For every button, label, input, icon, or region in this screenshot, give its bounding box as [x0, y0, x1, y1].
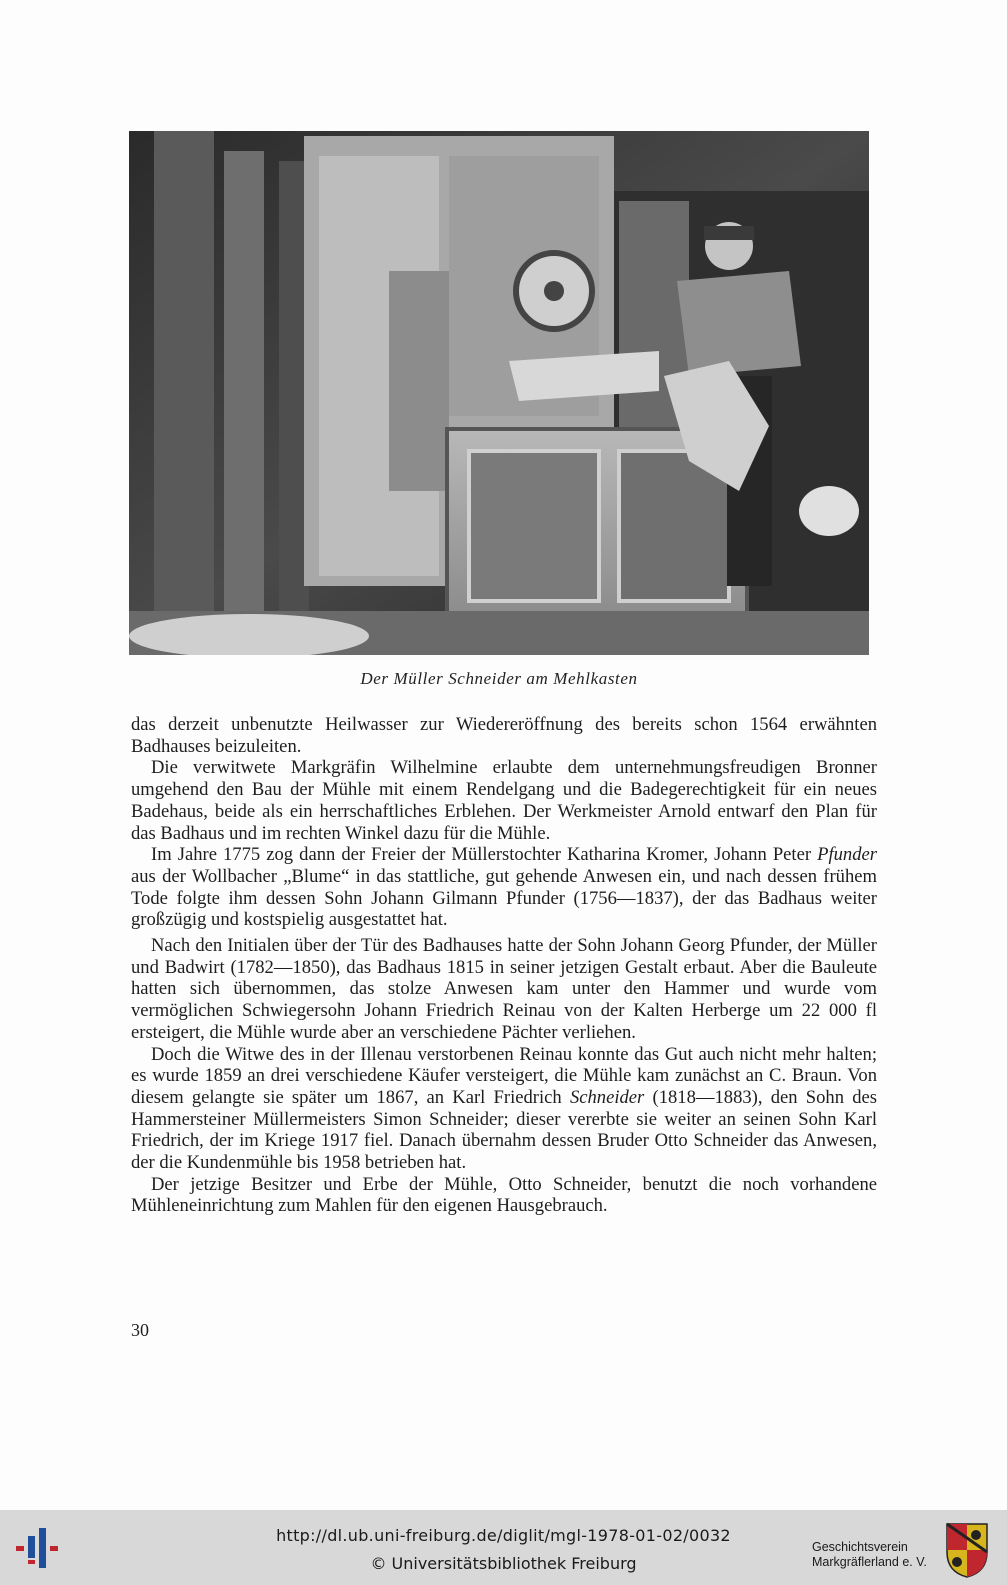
paragraph-5-text-a: Doch die Witwe des in der Illenau verstorbenen Reinau konnte das Gut auch nicht mehr halten; es wurde 1859 an drei verschiedene Käufer versteigert, die Mühle kam zunächst an C. Braun. Von diesem gelangte sie später um 1867, an Karl Friedrich — [131, 1043, 877, 1108]
coat-of-arms-icon[interactable] — [945, 1522, 989, 1578]
paragraph-3 — [131, 844, 877, 931]
paragraph-6: Der jetzige Besitzer und Erbe der Mühle, Otto Schneider, benutzt die noch vorhandene Mühleneinrichtung zum Mahlen für den eigenen Hausgebrauch. — [131, 1173, 877, 1217]
page-number: 30 — [131, 1320, 149, 1340]
mill-photo — [129, 131, 869, 655]
paragraph-5-text-b: (1818—1883), den Sohn des Hammersteiner Müllermeisters Simon Schneider; dieser vererbte sie weiter an seinen Sohn Karl Friedrich, der im Kriege 1917 fiel. Danach übernahm dessen Bruder Otto Schneider das Anwesen, der die Kundenmühle bis 1958 betrieben hat. — [131, 1086, 878, 1174]
paragraph-5 — [131, 1044, 877, 1174]
paragraph-1: das derzeit unbenutzte Heilwasser zur Wiedereröffnung des bereits schon 1564 erwähnten Badhauses beizuleiten. — [131, 714, 877, 757]
society-line-2: Markgräflerland e. V. — [812, 1555, 927, 1569]
paragraph-2: Die verwitwete Markgräfin Wilhelmine erlaubte dem unternehmungsfreudigen Bronner umgehend den Bau der Mühle mit einem Rendelgang und die Badegerechtigkeit für ein neues Badehaus, beide als ein herrschaftliches Erblehen. Der Werkmeister Arnold entwarf den Plan für das Badhaus und im rechten Winkel dazu für die Mühle. — [131, 757, 877, 844]
society-name — [812, 1540, 927, 1570]
name-schneider: Schneider — [569, 1086, 645, 1108]
photo-caption: Der Müller Schneider am Mehlkasten — [360, 669, 638, 688]
footer-copyright: © Universitätsbibliothek Freiburg — [370, 1554, 637, 1573]
society-line-1: Geschichtsverein — [812, 1540, 908, 1554]
paragraph-3-text-a: Im Jahre 1775 zog dann der Freier der Müllerstochter Katharina Kromer, Johann Peter — [151, 844, 818, 866]
paragraph-4: Nach den Initialen über der Tür des Badhauses hatte der Sohn Johann Georg Pfunder, der Müller und Badwirt (1782—1850), das Badhaus 1815 in seiner jetzigen Gestalt erbaut. Aber die Bauleute hatten sich übernommen, das stolze Anwesen kam unter den Hammer und wurde vom vermöglichen Schwiegersohn Johann Friedrich Reinau von der Kalten Herberge um 22 000 fl ersteigert, die Mühle wurde aber an verschiedene Pächter verliehen. — [131, 935, 877, 1043]
body-text — [131, 714, 877, 1217]
paragraph-3-text-b: aus der Wollbacher „Blume“ in das stattliche, gut gehende Anwesen ein, und nach dessen frühem Tode folgte ihm dessen Sohn Johann Gilmann Pfunder (1756—1837), der das Badhaus weiter großzügig und kostspielig ausgestattet hat. — [131, 865, 877, 931]
name-pfunder: Pfunder — [817, 844, 877, 866]
footer-url-link[interactable]: http://dl.ub.uni-freiburg.de/diglit/mgl-1978-01-02/0032 — [276, 1526, 731, 1545]
library-footer — [0, 1510, 1007, 1585]
